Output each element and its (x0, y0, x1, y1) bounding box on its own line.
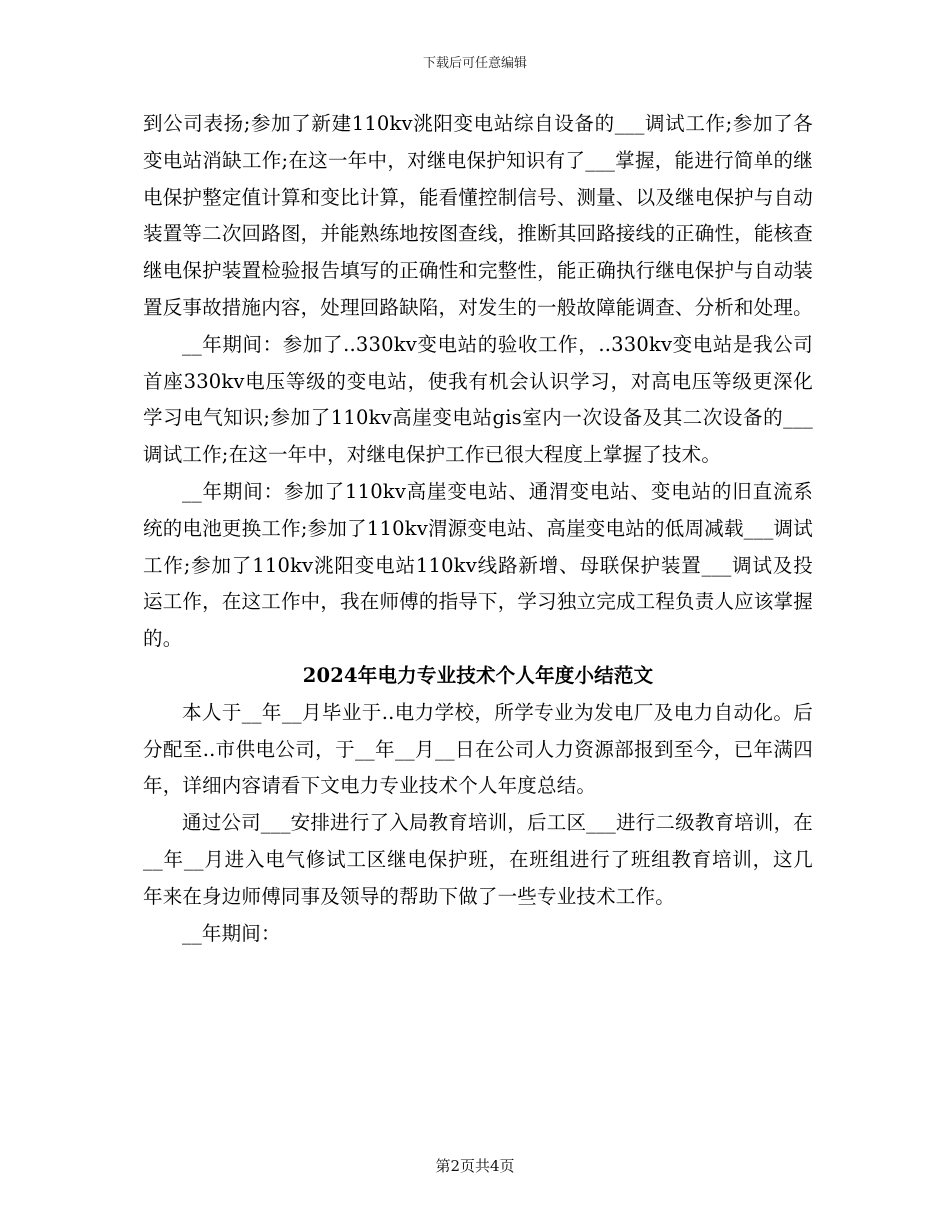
section-title: 2024年电力专业技术个人年度小结范文 (302, 663, 654, 687)
paragraph: 通过公司___安排进行了入局教育培训，后工区___进行二级教育培训，在__年__月进入电气修试工区继电保护班，在班组进行了班组教育培训，这几年来在身边师傅同事及领导的帮助下做了一些专业技术工作。 (143, 811, 814, 908)
page-footer: 第2页共4页 (435, 1157, 515, 1175)
paragraph: 本人于__年__月毕业于..电力学校，所学专业为发电厂及电力自动化。后分配至..市供电公司，于__年__月__日在公司人力资源部报到至今，已年满四年，详细内容请看下文电力专业技术个人年度总结。 (143, 700, 813, 798)
paragraph: 到公司表扬;参加了新建110kv洮阳变电站综自设备的___调试工作;参加了各变电站消缺工作;在这一年中，对继电保护知识有了___掌握，能进行简单的继电保护整定值计算和变比计算，能看懂控制信号、测量、以及继电保护与自动装置等二次回路图，并能熟练地按图查线，推断其回路接线的正确性，能核查继电保护装置检验报告填写的正确性和完整性，能正确执行继电保护与自动装置反事故措施内容，处理回路缺陷，对发生的一般故障能调查、分析和处理。 (143, 112, 813, 319)
paragraph: __年期间：参加了..330kv变电站的验收工作，..330kv变电站是我公司首座330kv电压等级的变电站，使我有机会认识学习，对高电压等级更深化学习电气知识;参加了110kv高崖变电站gis室内一次设备及其二次设备的___调试工作;在这一年中，对继电保护工作已很大程度上掌握了技术。 (143, 332, 813, 467)
document-body (143, 106, 813, 952)
paragraph: __年期间：参加了110kv高崖变电站、通渭变电站、变电站的旧直流系统的电池更换工作;参加了110kv渭源变电站、高崖变电站的低周减载___调试工作;参加了110kv洮阳变电站110kv线路新增、母联保护装置___调试及投运工作，在这工作中，我在师傅的指导下，学习独立完成工程负责人应该掌握的。 (143, 479, 813, 651)
paragraph: __年期间： (182, 921, 281, 945)
page-header: 下载后可任意编辑 (422, 56, 527, 71)
